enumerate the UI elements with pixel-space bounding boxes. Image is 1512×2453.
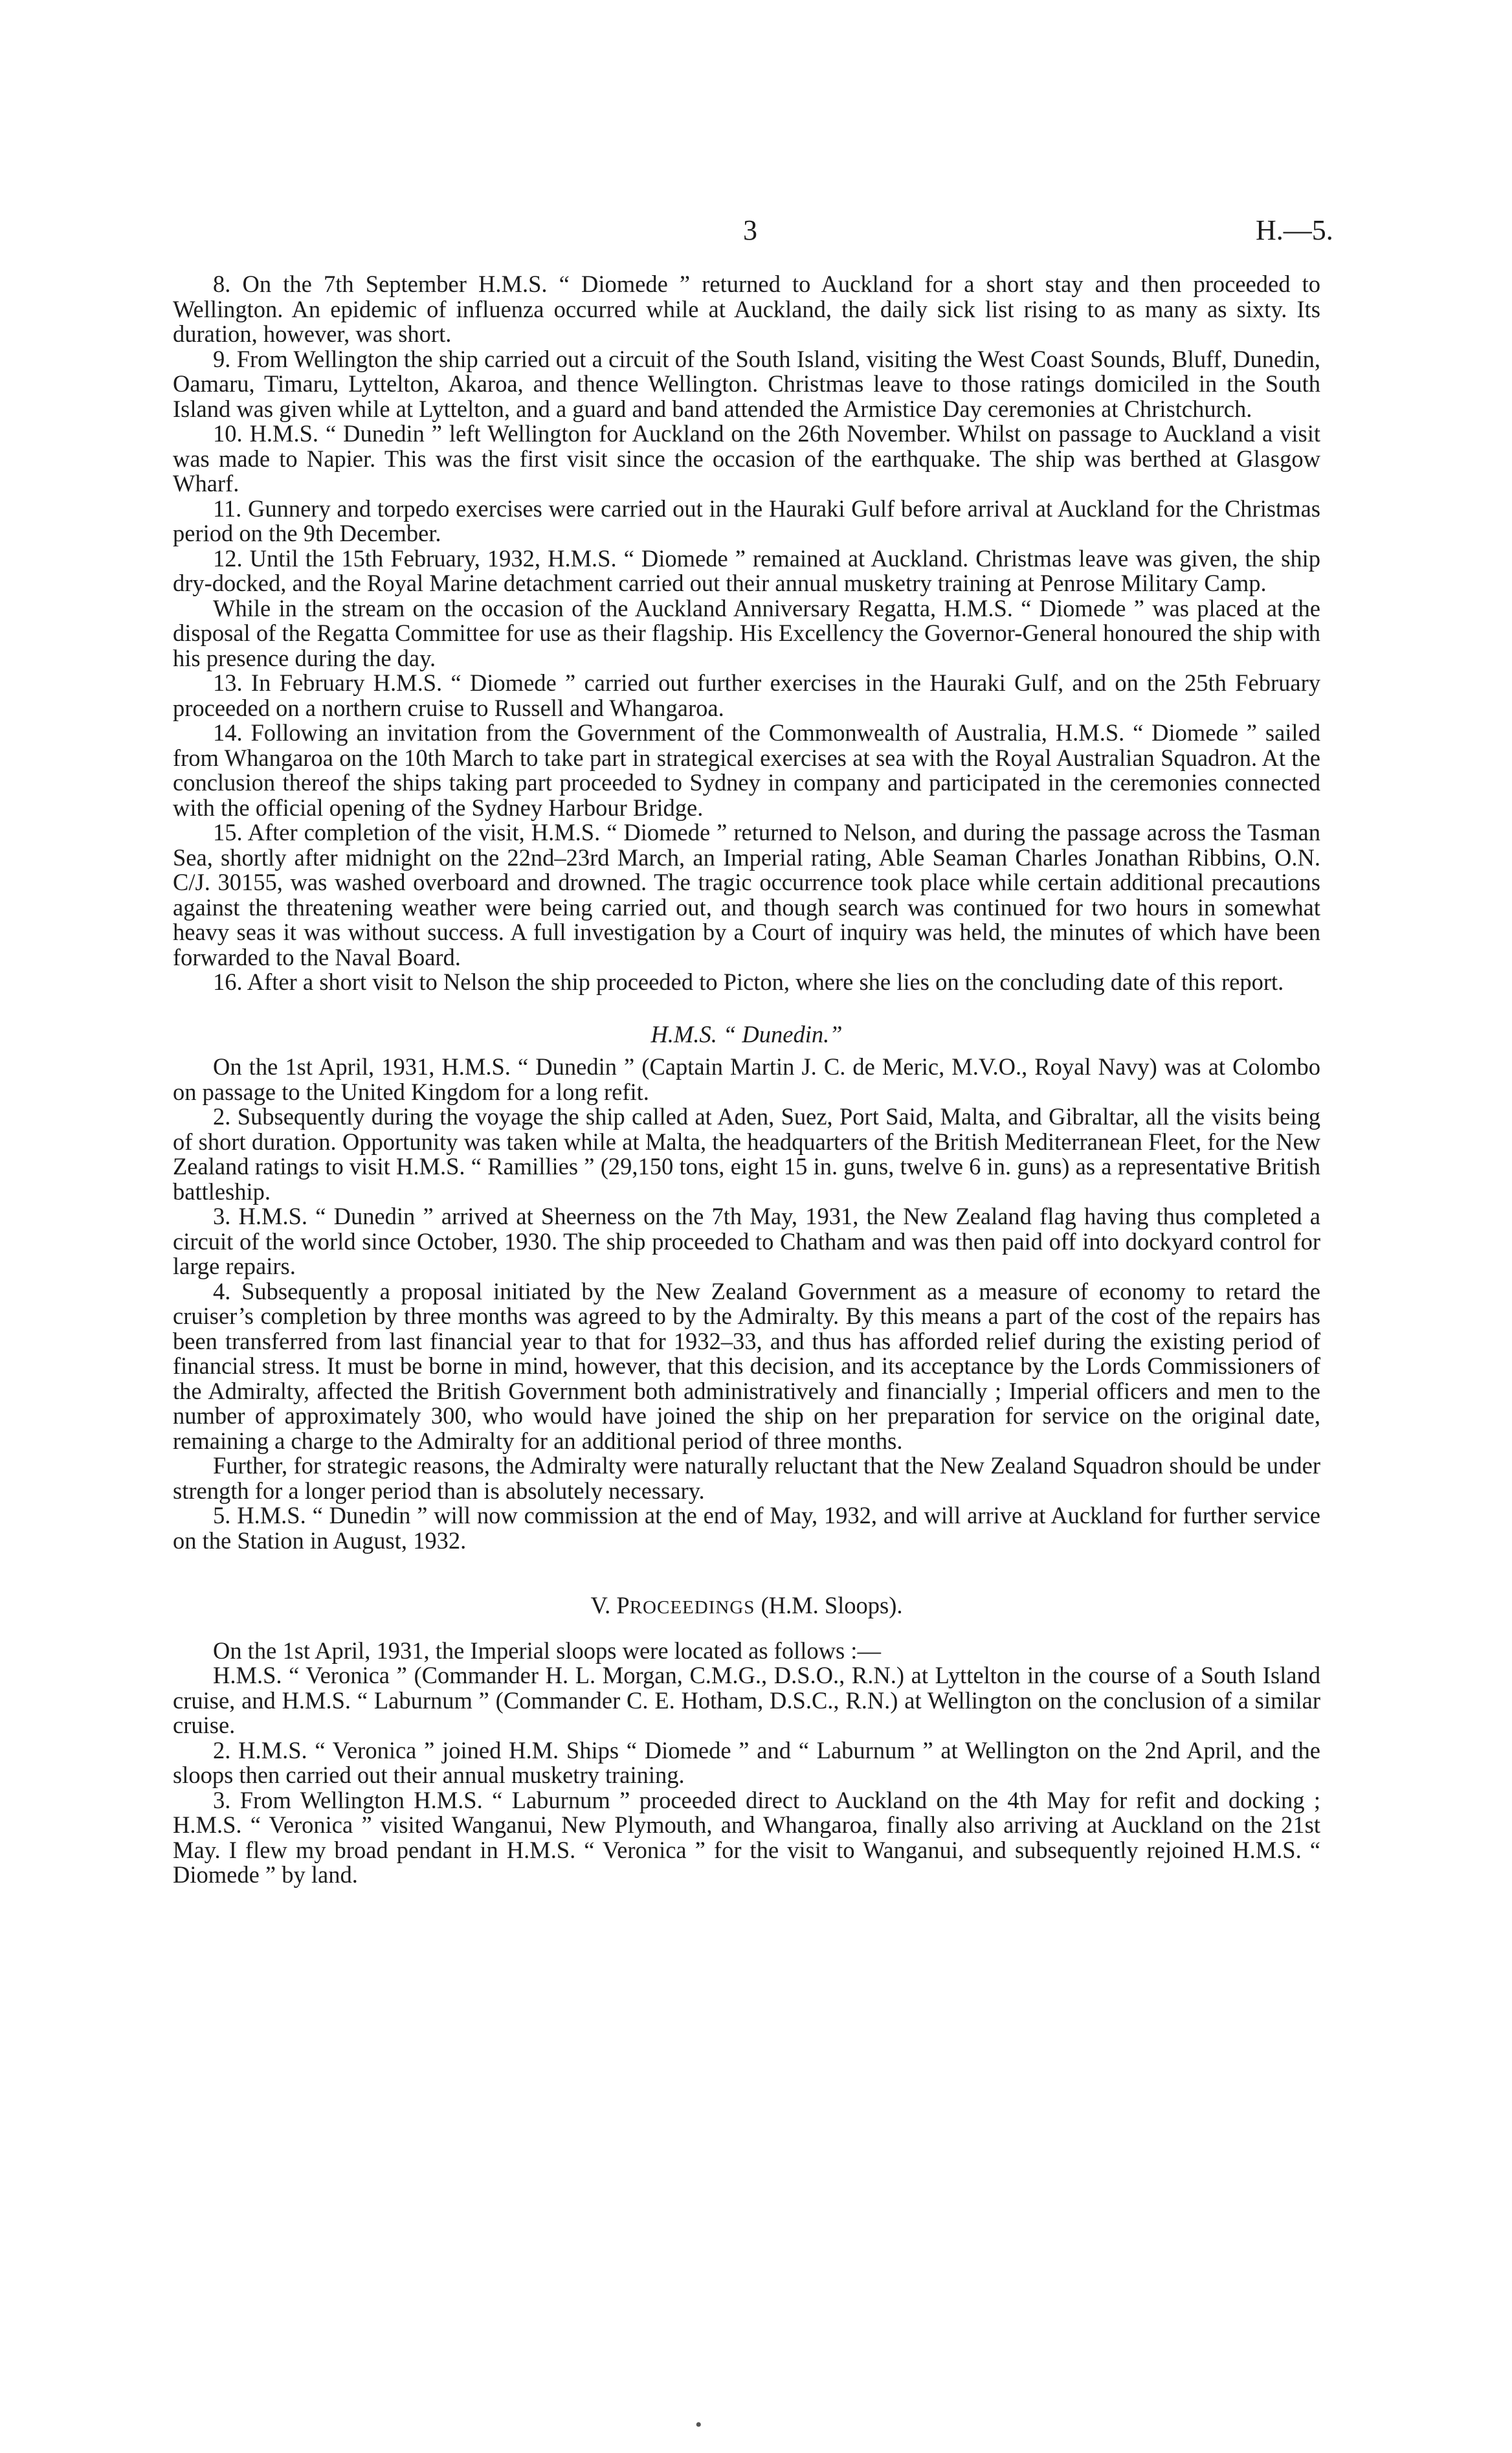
paragraph: 9. From Wellington the ship carried out a circuit of the South Island, visiting the West Coast Sounds, Bluff, Dunedin, Oamaru, Timaru, Lyttelton, Akaroa, and thence Wellington. Christmas leave to those ratings domiciled in the South Island was given while at Lyttelton, and a guard and band attended the Armistice Day ceremonies at Christchurch. — [173, 345, 1320, 422]
paragraph: 16. After a short visit to Nelson the ship proceeded to Picton, where she lies on the concluding date of this report. — [213, 969, 1284, 995]
paragraph: Further, for strategic reasons, the Admiralty were naturally reluctant that the New Zealand Squadron should be under strength for a longer period than is absolutely necessary. — [173, 1452, 1320, 1504]
paragraph: 8. On the 7th September H.M.S. “ Diomede ” returned to Auckland for a short stay and then proceeded to Wellington. An epidemic of influenza occurred while at Auckland, the daily sick list rising to as many as sixty. Its duration, however, was short. — [173, 271, 1320, 347]
document-body — [173, 272, 1320, 1888]
paragraph: 2. H.M.S. “ Veronica ” joined H.M. Ships “ Diomede ” and “ Laburnum ” at Wellington on the 2nd April, and the sloops then carried out their annual musketry training. — [173, 1736, 1320, 1788]
page-number: 3 — [743, 214, 757, 246]
footer-mark: • — [695, 2414, 702, 2436]
document-reference: H.—5. — [1256, 214, 1333, 246]
section-heading-sloops — [173, 1593, 1320, 1620]
paragraph: 11. Gunnery and torpedo exercises were carried out in the Hauraki Gulf before arrival at Auckland for the Christmas period on the 9th December. — [173, 495, 1320, 546]
paragraph: 10. H.M.S. “ Dunedin ” left Wellington for Auckland on the 26th November. Whilst on passage to Auckland a visit was made to Napier. This was the first visit since the occasion of the earthquake. The ship was berthed at Glasgow Wharf. — [173, 420, 1320, 497]
paragraph: 14. Following an invitation from the Government of the Commonwealth of Australia, H.M.S. “ Diomede ” sailed from Whangaroa on the 10th March to take part in strategical exercises at sea with the Royal Australian Squadron. At the conclusion thereof the ships taking part proceeded to Sydney in company and participated in the ceremonies connected with the official opening of the Sydney Harbour Bridge. — [173, 719, 1320, 821]
heading-suffix: (H.M. Sloops). — [755, 1592, 903, 1619]
paragraph: 13. In February H.M.S. “ Diomede ” carried out further exercises in the Hauraki Gulf, and on the 25th February proceeded on a northern cruise to Russell and Whangaroa. — [173, 669, 1320, 721]
paragraph: 3. H.M.S. “ Dunedin ” arrived at Sheerness on the 7th May, 1931, the New Zealand flag having thus completed a circuit of the world since October, 1930. The ship proceeded to Chatham and was then paid off into dockyard control for large repairs. — [173, 1203, 1320, 1279]
heading-small-caps: ROCEEDINGS — [629, 1597, 755, 1618]
paragraph: 4. Subsequently a proposal initiated by the New Zealand Government as a measure of economy to retard the cruiser’s completion by three months was agreed to by the Admiralty. By this means a part of the cost of the repairs has been transferred from last financial year to that for 1932–33, and thus has afforded relief during the existing period of financial stress. It must be borne in mind, however, that this decision, and its acceptance by the Lords Commissioners of the Admiralty, affected the British Government both administratively and financially ; Imperial officers and men to the number of approximately 300, who would have joined the ship on her preparation for service on the original date, remaining a charge to the Admiralty for an additional period of three months. — [173, 1277, 1320, 1454]
paragraph: 3. From Wellington H.M.S. “ Laburnum ” proceeded direct to Auckland on the 4th May for refit and docking ; H.M.S. “ Veronica ” visited Wanganui, New Plymouth, and Whangaroa, finally also arriving at Auckland on the 21st May. I flew my broad pendant in H.M.S. “ Veronica ” for the visit to Wanganui, and subsequently rejoined H.M.S. “ Diomede ” by land. — [173, 1786, 1320, 1888]
paragraph: H.M.S. “ Veronica ” (Commander H. L. Morgan, C.M.G., D.S.O., R.N.) at Lyttelton in the course of a South Island cruise, and H.M.S. “ Laburnum ” (Commander C. E. Hotham, D.S.C., R.N.) at Wellington on the conclusion of a similar cruise. — [173, 1662, 1320, 1738]
paragraph: On the 1st April, 1931, H.M.S. “ Dunedin ” (Captain Martin J. C. de Meric, M.V.O., Royal Navy) was at Colombo on passage to the United Kingdom for a long refit. — [173, 1053, 1320, 1105]
section-heading-dunedin: H.M.S. “ Dunedin.” — [650, 1020, 843, 1047]
paragraph: 2. Subsequently during the voyage the ship called at Aden, Suez, Port Said, Malta, and Gibraltar, all the visits being of short duration. Opportunity was taken while at Malta, the headquarters of the British Mediterranean Fleet, for the New Zealand ratings to visit H.M.S. “ Ramillies ” (29,150 tons, eight 15 in. guns, twelve 6 in. guns) as a representative British battleship. — [173, 1103, 1320, 1205]
paragraph: 12. Until the 15th February, 1932, H.M.S. “ Diomede ” remained at Auckland. Christmas leave was given, the ship dry-docked, and the Royal Marine detachment carried out their annual musketry training at Penrose Military Camp. — [173, 544, 1320, 596]
paragraph: 15. After completion of the visit, H.M.S. “ Diomede ” returned to Nelson, and during the passage across the Tasman Sea, shortly after midnight on the 22nd–23rd March, an Imperial rating, Able Seaman Charles Jonathan Ribbins, O.N. C/J. 30155, was washed overboard and drowned. The tragic occurrence took place while certain additional precautions against the threatening weather were being carried out, and though search was continued for two hours in somewhat heavy seas it was without success. A full investigation by a Court of inquiry was held, the minutes of which have been forwarded to the Naval Board. — [173, 819, 1320, 970]
paragraph: 5. H.M.S. “ Dunedin ” will now commission at the end of May, 1932, and will arrive at Auckland for further service on the Station in August, 1932. — [173, 1502, 1320, 1554]
paragraph: On the 1st April, 1931, the Imperial sloops were located as follows :— — [213, 1637, 881, 1664]
heading-prefix: V. P — [590, 1592, 630, 1619]
paragraph: While in the stream on the occasion of the Auckland Anniversary Regatta, H.M.S. “ Diomede ” was placed at the disposal of the Regatta Committee for use as their flagship. His Excellency the Governor-General honoured the ship with his presence during the day. — [173, 594, 1320, 671]
